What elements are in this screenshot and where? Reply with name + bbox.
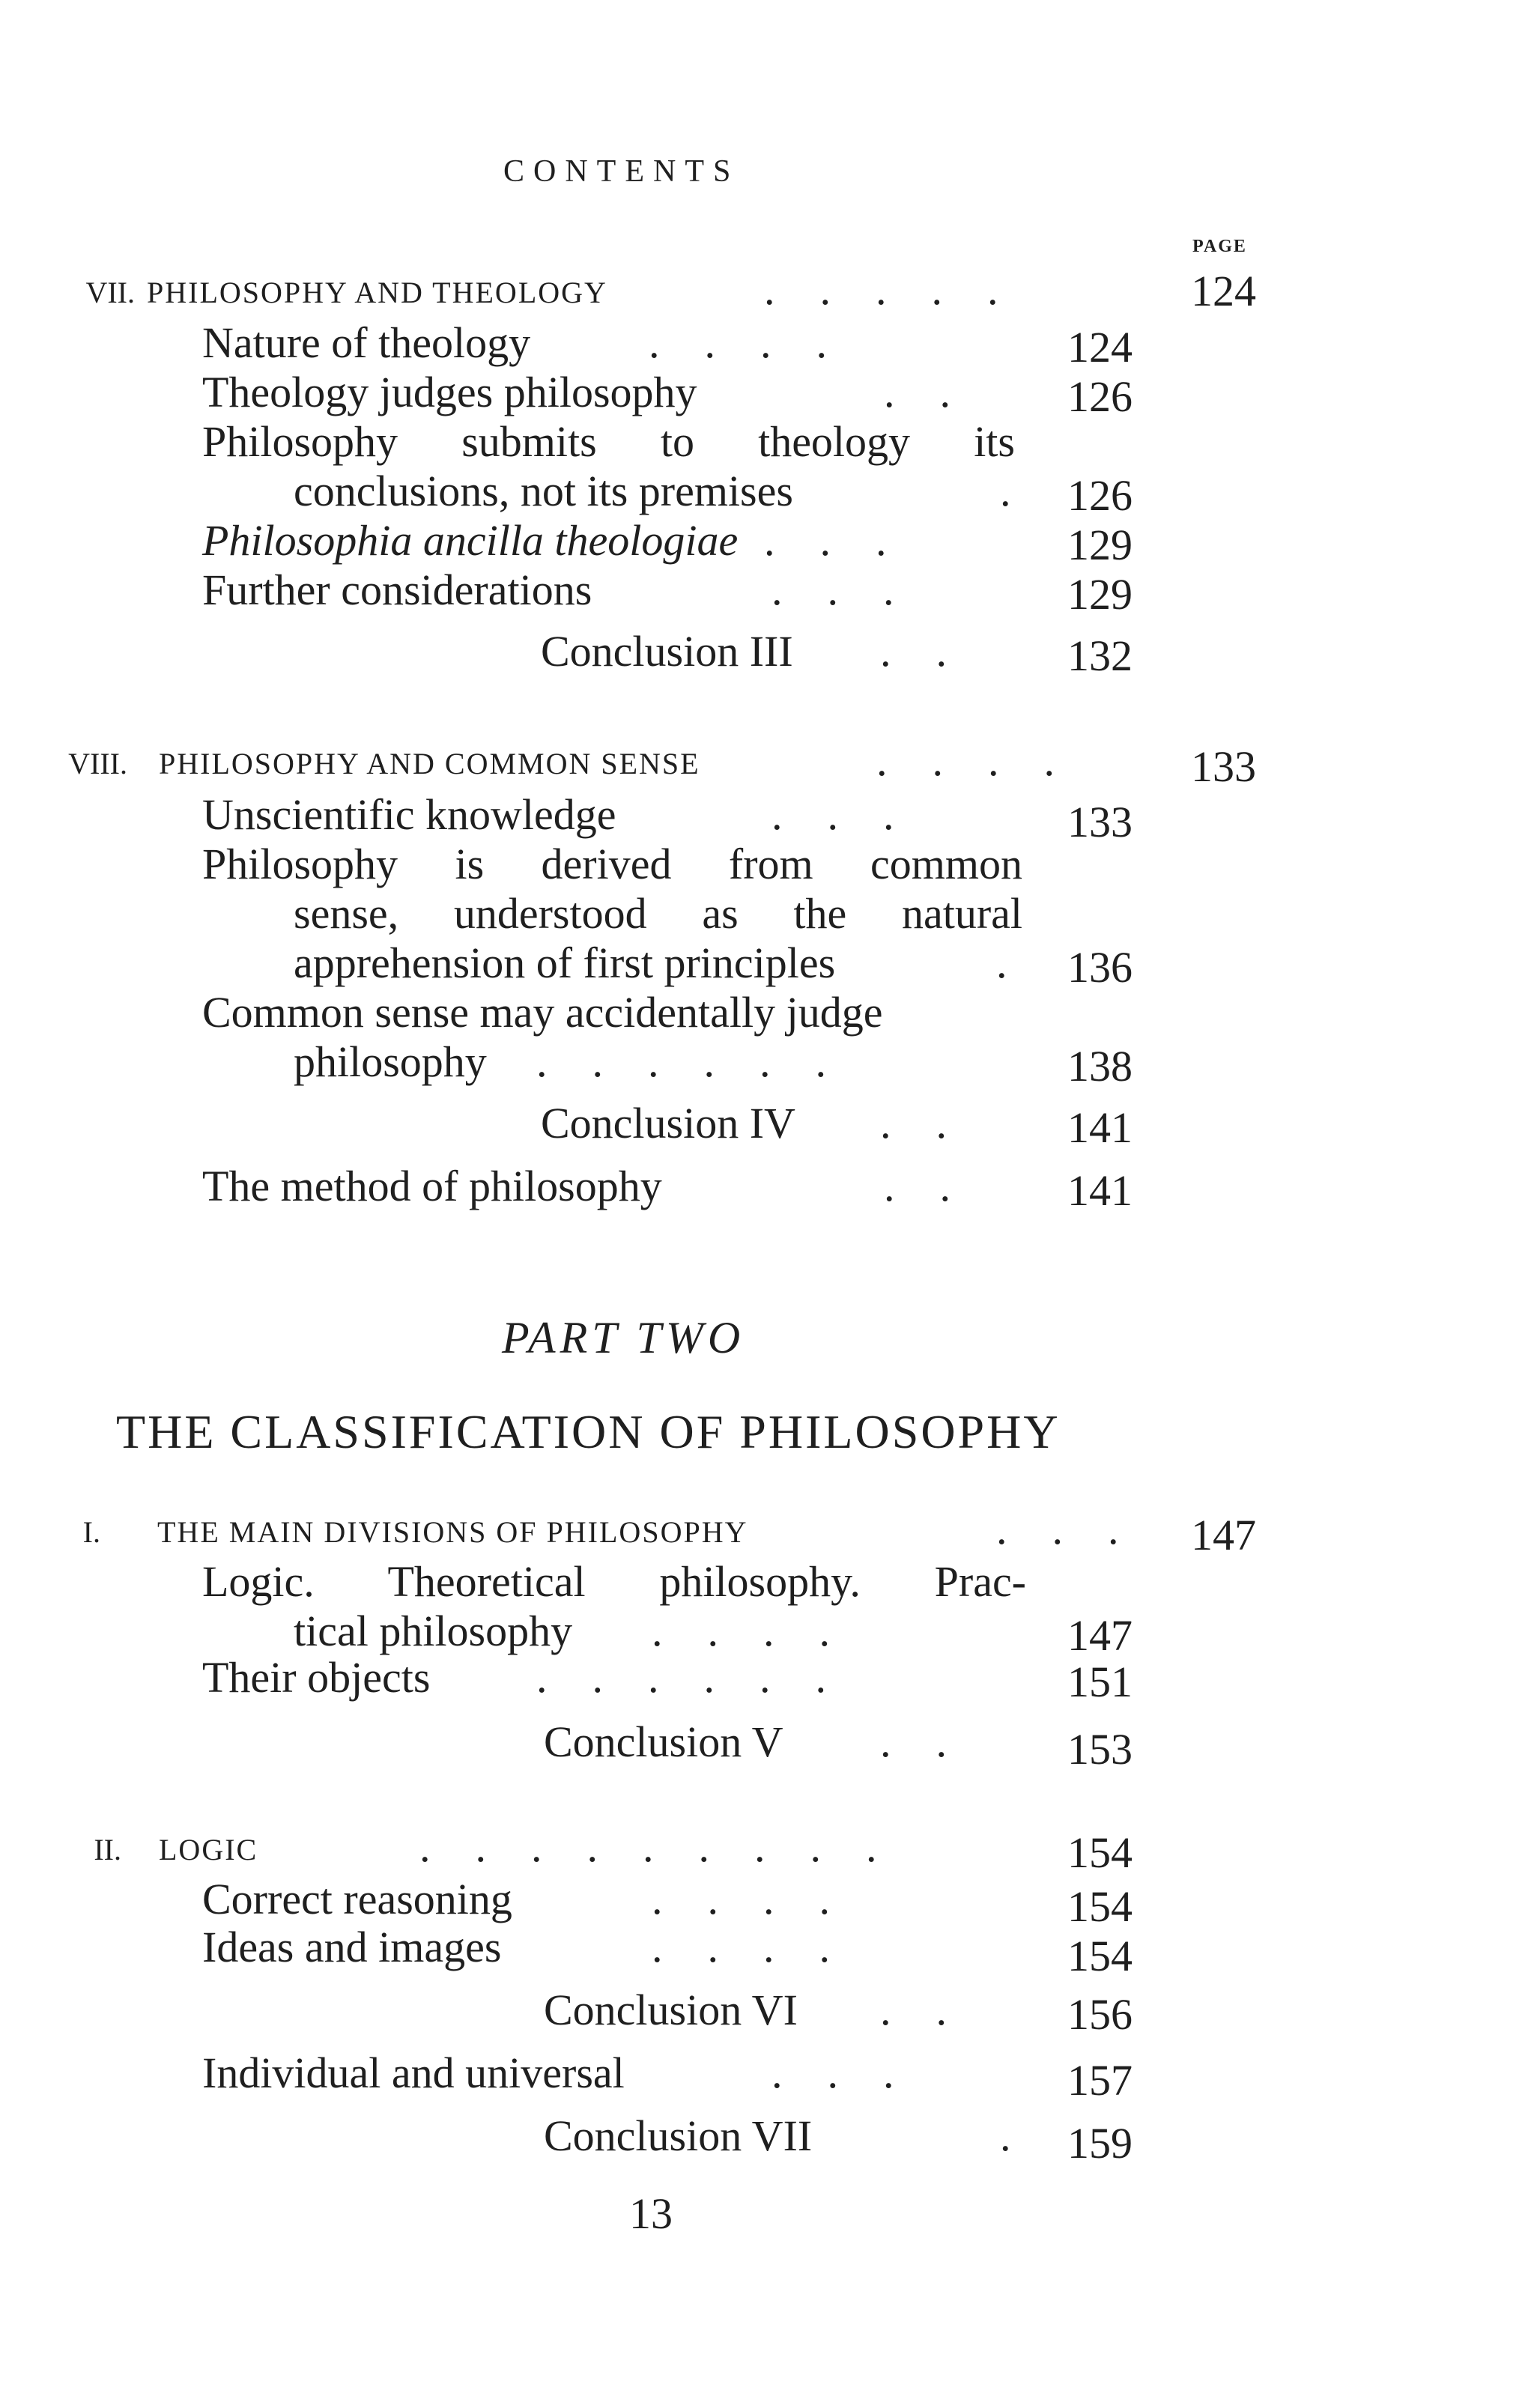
leader-dots: ... — [771, 2048, 939, 2097]
chapter-number: II. — [94, 1833, 121, 1866]
leader-dots: ......... — [419, 1822, 922, 1871]
toc-entry: Logic. Theoretical philosophy. Prac- — [202, 1557, 1026, 1606]
entry-page: 129 — [1067, 521, 1133, 569]
toc-entry: philosophy — [294, 1037, 487, 1086]
leader-dots: .. — [880, 1717, 992, 1766]
toc-entry: Common sense may accidentally judge — [202, 988, 883, 1037]
leader-dots: .. — [880, 1099, 992, 1147]
chapter-page: 147 — [1191, 1511, 1256, 1559]
toc-entry: Philosophy submits to theology its — [202, 417, 1015, 466]
toc-entry: conclusions, not its premises — [294, 467, 793, 515]
entry-page: 154 — [1067, 1932, 1133, 1980]
chapter-title: PHILOSOPHY AND COMMON SENSE — [159, 747, 700, 780]
entry-page: 124 — [1067, 323, 1133, 371]
entry-page: 126 — [1067, 471, 1133, 520]
entry-page: 138 — [1067, 1042, 1133, 1091]
chapter-title: THE MAIN DIVISIONS OF PHILOSOPHY — [157, 1515, 748, 1549]
part-heading: PART TWO — [502, 1313, 745, 1362]
part-title: THE CLASSIFICATION OF PHILOSOPHY — [116, 1405, 1061, 1458]
chapter-page: 133 — [1191, 742, 1256, 791]
leader-dots: ... — [996, 1505, 1164, 1553]
toc-entry: Conclusion V — [544, 1717, 783, 1766]
chapter-number: VII. — [85, 276, 135, 309]
leader-dots: ...... — [536, 1653, 871, 1702]
entry-page: 154 — [1067, 1882, 1133, 1931]
leader-dots: .. — [884, 368, 995, 416]
leader-dots: .... — [649, 318, 872, 367]
entry-page: 129 — [1067, 570, 1133, 619]
leader-dots: .... — [652, 1607, 875, 1655]
running-head: CONTENTS — [503, 154, 740, 189]
toc-entry: Conclusion IV — [541, 1099, 795, 1147]
entry-page: 136 — [1067, 943, 1133, 992]
toc-entry: Theology judges philosophy — [202, 368, 697, 416]
entry-page: 156 — [1067, 1990, 1133, 2039]
toc-entry: Nature of theology — [202, 318, 531, 367]
leader-dots: ... — [771, 565, 939, 614]
leader-dots: . — [996, 938, 1052, 987]
leader-dots: . — [1000, 2111, 1056, 2160]
chapter-page: 154 — [1067, 1828, 1133, 1877]
entry-page: 132 — [1067, 631, 1133, 680]
entry-page: 151 — [1067, 1658, 1133, 1706]
leader-dots: .... — [652, 1923, 875, 1971]
toc-entry: apprehension of first principles — [294, 938, 836, 987]
toc-entry: Ideas and images — [202, 1923, 502, 1971]
leader-dots: .. — [880, 1986, 992, 2034]
toc-entry: tical philosophy — [294, 1607, 573, 1655]
toc-entry: Conclusion III — [541, 627, 793, 676]
toc-entry: sense, understood as the natural — [294, 889, 1022, 938]
leader-dots: .. — [880, 627, 992, 676]
chapter-page: 124 — [1191, 267, 1256, 315]
entry-page: 133 — [1067, 798, 1133, 846]
toc-entry: Philosophia ancilla theologiae — [202, 516, 739, 565]
entry-page: 159 — [1067, 2119, 1133, 2168]
toc-entry: The method of philosophy — [202, 1162, 662, 1210]
leader-dots: .... — [876, 736, 1100, 785]
toc-entry: Unscientific knowledge — [202, 790, 616, 839]
leader-dots: .... — [652, 1875, 875, 1923]
chapter-number: VIII. — [68, 747, 127, 780]
toc-entry: Their objects — [202, 1653, 431, 1702]
leader-dots: ..... — [764, 265, 1043, 314]
leader-dots: ... — [771, 790, 939, 839]
leader-dots: ...... — [536, 1037, 871, 1086]
entry-page: 147 — [1067, 1611, 1133, 1660]
entry-page: 153 — [1067, 1725, 1133, 1774]
chapter-title: LOGIC — [159, 1833, 258, 1866]
toc-entry: Individual and universal — [202, 2048, 625, 2097]
entry-page: 141 — [1067, 1166, 1133, 1215]
toc-entry: Correct reasoning — [202, 1875, 512, 1923]
leader-dots: . — [1000, 467, 1056, 515]
toc-entry: Philosophy is derived from common — [202, 840, 1022, 888]
chapter-title: PHILOSOPHY AND THEOLOGY — [147, 276, 607, 309]
entry-page: 141 — [1067, 1103, 1133, 1152]
page-column-label: PAGE — [1192, 237, 1247, 256]
page-number: 13 — [629, 2189, 673, 2238]
toc-entry: Further considerations — [202, 565, 592, 614]
entry-page: 157 — [1067, 2056, 1133, 2105]
entry-page: 126 — [1067, 372, 1133, 421]
leader-dots: ... — [764, 516, 932, 565]
toc-entry: Conclusion VI — [544, 1986, 798, 2034]
leader-dots: .. — [884, 1162, 995, 1210]
chapter-number: I. — [82, 1515, 100, 1549]
toc-entry: Conclusion VII — [544, 2111, 813, 2160]
